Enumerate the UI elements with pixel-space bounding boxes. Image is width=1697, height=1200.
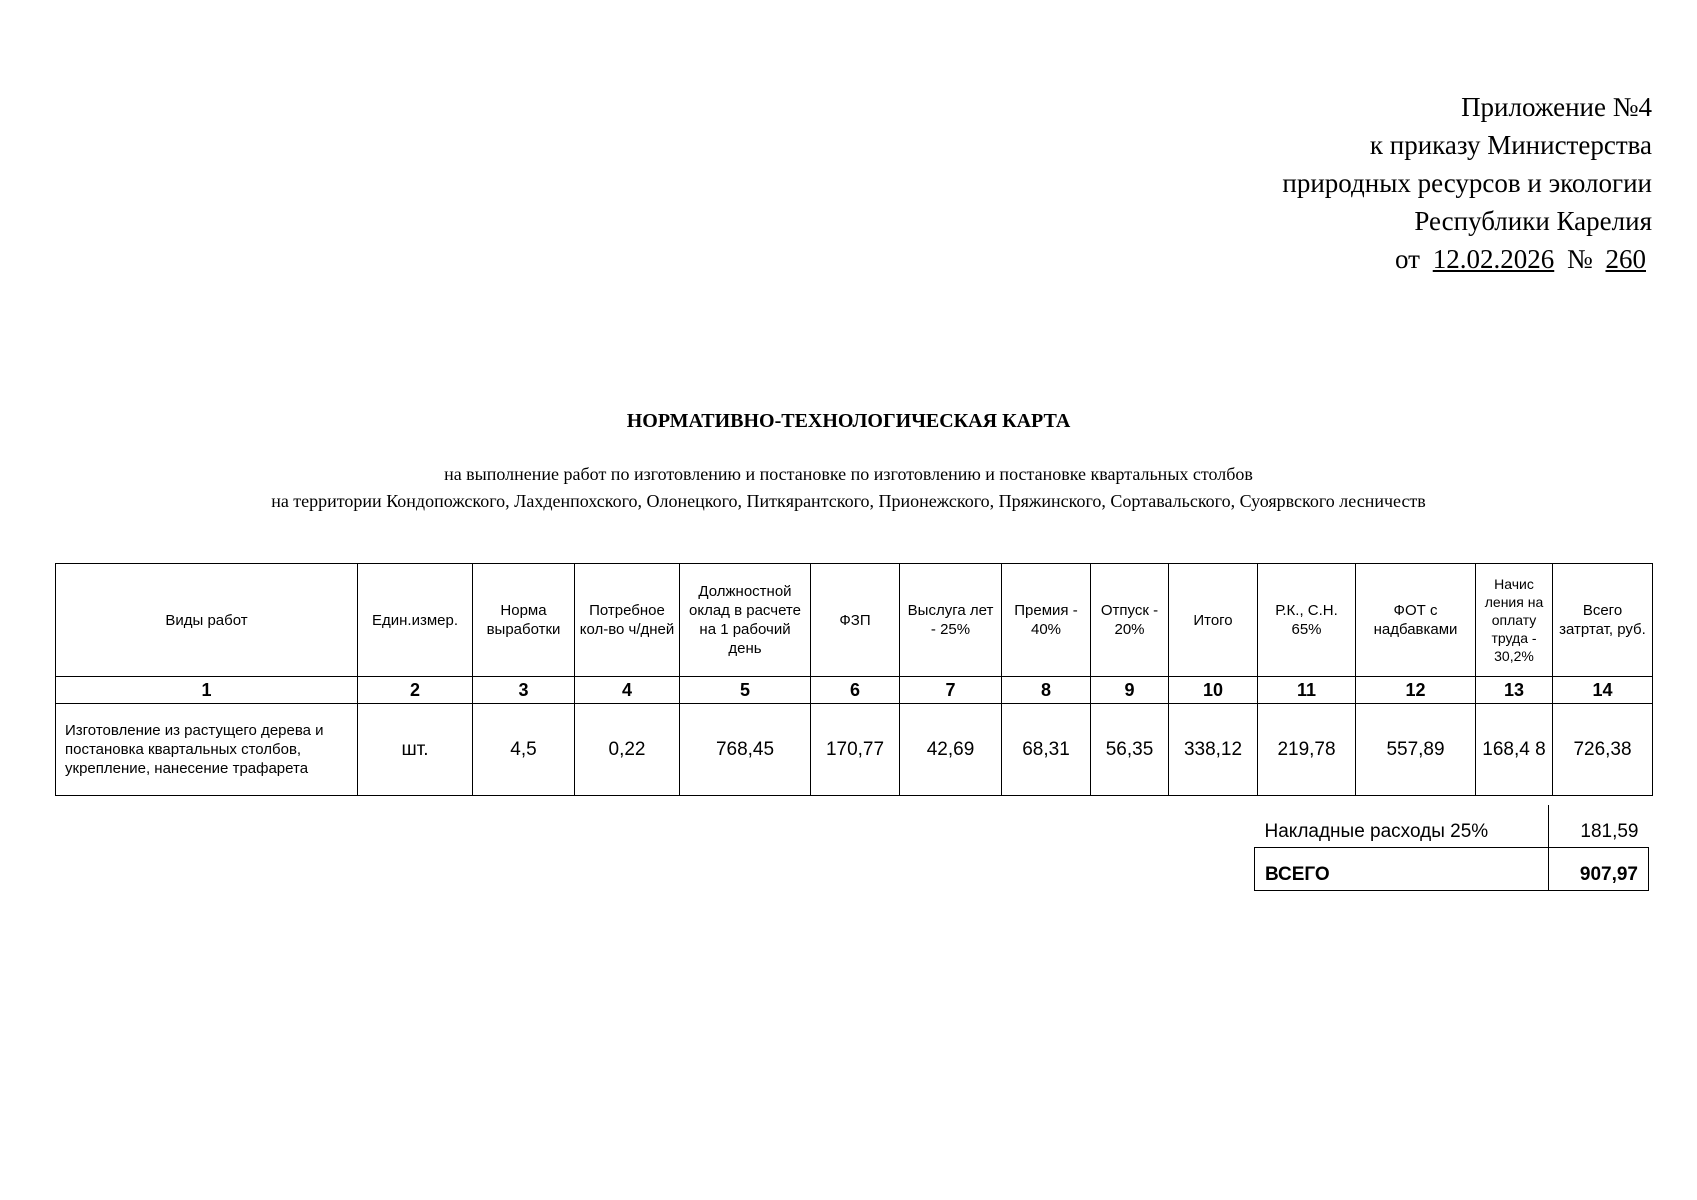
table-cell: 42,69	[900, 704, 1002, 796]
header-cell: Виды работ	[56, 564, 358, 677]
appendix-date-line	[1282, 240, 1652, 278]
column-number: 14	[1553, 677, 1653, 704]
column-number: 8	[1002, 677, 1091, 704]
table-cell: шт.	[358, 704, 473, 796]
column-number: 11	[1258, 677, 1356, 704]
table-cell: 56,35	[1091, 704, 1169, 796]
number-sign: №	[1566, 244, 1593, 274]
date-prefix: от	[1395, 244, 1420, 274]
header-cell: Должностной оклад в расчете на 1 рабочий день	[680, 564, 811, 677]
appendix-line-2: к приказу Министерства	[1369, 130, 1652, 160]
column-number: 10	[1169, 677, 1258, 704]
table-cell: 168,4 8	[1476, 704, 1553, 796]
appendix-line-3: природных ресурсов и экологии	[1282, 168, 1652, 198]
table-cell: 68,31	[1002, 704, 1091, 796]
table-number-row	[56, 677, 1653, 704]
header-cell: Всего затртат, руб.	[1553, 564, 1653, 677]
order-number: 260	[1605, 244, 1646, 274]
header-cell: Премия - 40%	[1002, 564, 1091, 677]
header-cell: Норма выработки	[473, 564, 575, 677]
table-cell: 170,77	[811, 704, 900, 796]
column-number: 4	[575, 677, 680, 704]
norm-tech-table	[55, 563, 1653, 796]
column-number: 5	[680, 677, 811, 704]
overhead-row	[1255, 805, 1649, 848]
appendix-line-1: Приложение №4	[1461, 92, 1652, 122]
header-cell: ФЗП	[811, 564, 900, 677]
header-cell: Р.К., С.Н. 65%	[1258, 564, 1356, 677]
header-cell: ФОТ с надбавками	[1356, 564, 1476, 677]
column-number: 6	[811, 677, 900, 704]
table-cell: 726,38	[1553, 704, 1653, 796]
totals-table	[1254, 805, 1649, 891]
document-title: НОРМАТИВНО-ТЕХНОЛОГИЧЕСКАЯ КАРТА	[626, 410, 1071, 432]
header-cell: Начис ления на оплату труда - 30,2%	[1476, 564, 1553, 677]
order-date: 12.02.2026	[1432, 244, 1555, 274]
grand-total-row	[1255, 848, 1649, 891]
header-cell: Выслуга лет - 25%	[900, 564, 1002, 677]
table-row	[56, 704, 1653, 796]
table-cell: 768,45	[680, 704, 811, 796]
appendix-line-4: Республики Карелия	[1414, 206, 1652, 236]
header-cell: Итого	[1169, 564, 1258, 677]
table-cell: 338,12	[1169, 704, 1258, 796]
column-number: 3	[473, 677, 575, 704]
table-cell: 219,78	[1258, 704, 1356, 796]
column-number: 9	[1091, 677, 1169, 704]
table-cell: 4,5	[473, 704, 575, 796]
column-number: 12	[1356, 677, 1476, 704]
grand-total-label: ВСЕГО	[1255, 848, 1549, 891]
column-number: 13	[1476, 677, 1553, 704]
table-cell: 557,89	[1356, 704, 1476, 796]
document-subtitle-1: на выполнение работ по изготовлению и постановке по изготовлению и постановке квартальных столбов	[444, 464, 1253, 484]
column-number: 1	[56, 677, 358, 704]
appendix-block	[1282, 88, 1652, 278]
work-description: Изготовление из растущего дерева и постановка квартальных столбов, укрепление, нанесение трафарета	[56, 704, 358, 796]
overhead-label: Накладные расходы 25%	[1255, 805, 1549, 848]
header-cell: Отпуск - 20%	[1091, 564, 1169, 677]
overhead-value: 181,59	[1549, 805, 1649, 848]
header-cell: Един.измер.	[358, 564, 473, 677]
header-cell: Потребное кол-во ч/дней	[575, 564, 680, 677]
document-subtitle-2: на территории Кондопожского, Лахденпохского, Олонецкого, Питкярантского, Прионежского, Пряжинского, Сортавальского, Суоярвского лесничеств	[271, 491, 1426, 511]
column-number: 2	[358, 677, 473, 704]
column-number: 7	[900, 677, 1002, 704]
grand-total-value: 907,97	[1549, 848, 1649, 891]
table-header-row	[56, 564, 1653, 677]
table-cell: 0,22	[575, 704, 680, 796]
